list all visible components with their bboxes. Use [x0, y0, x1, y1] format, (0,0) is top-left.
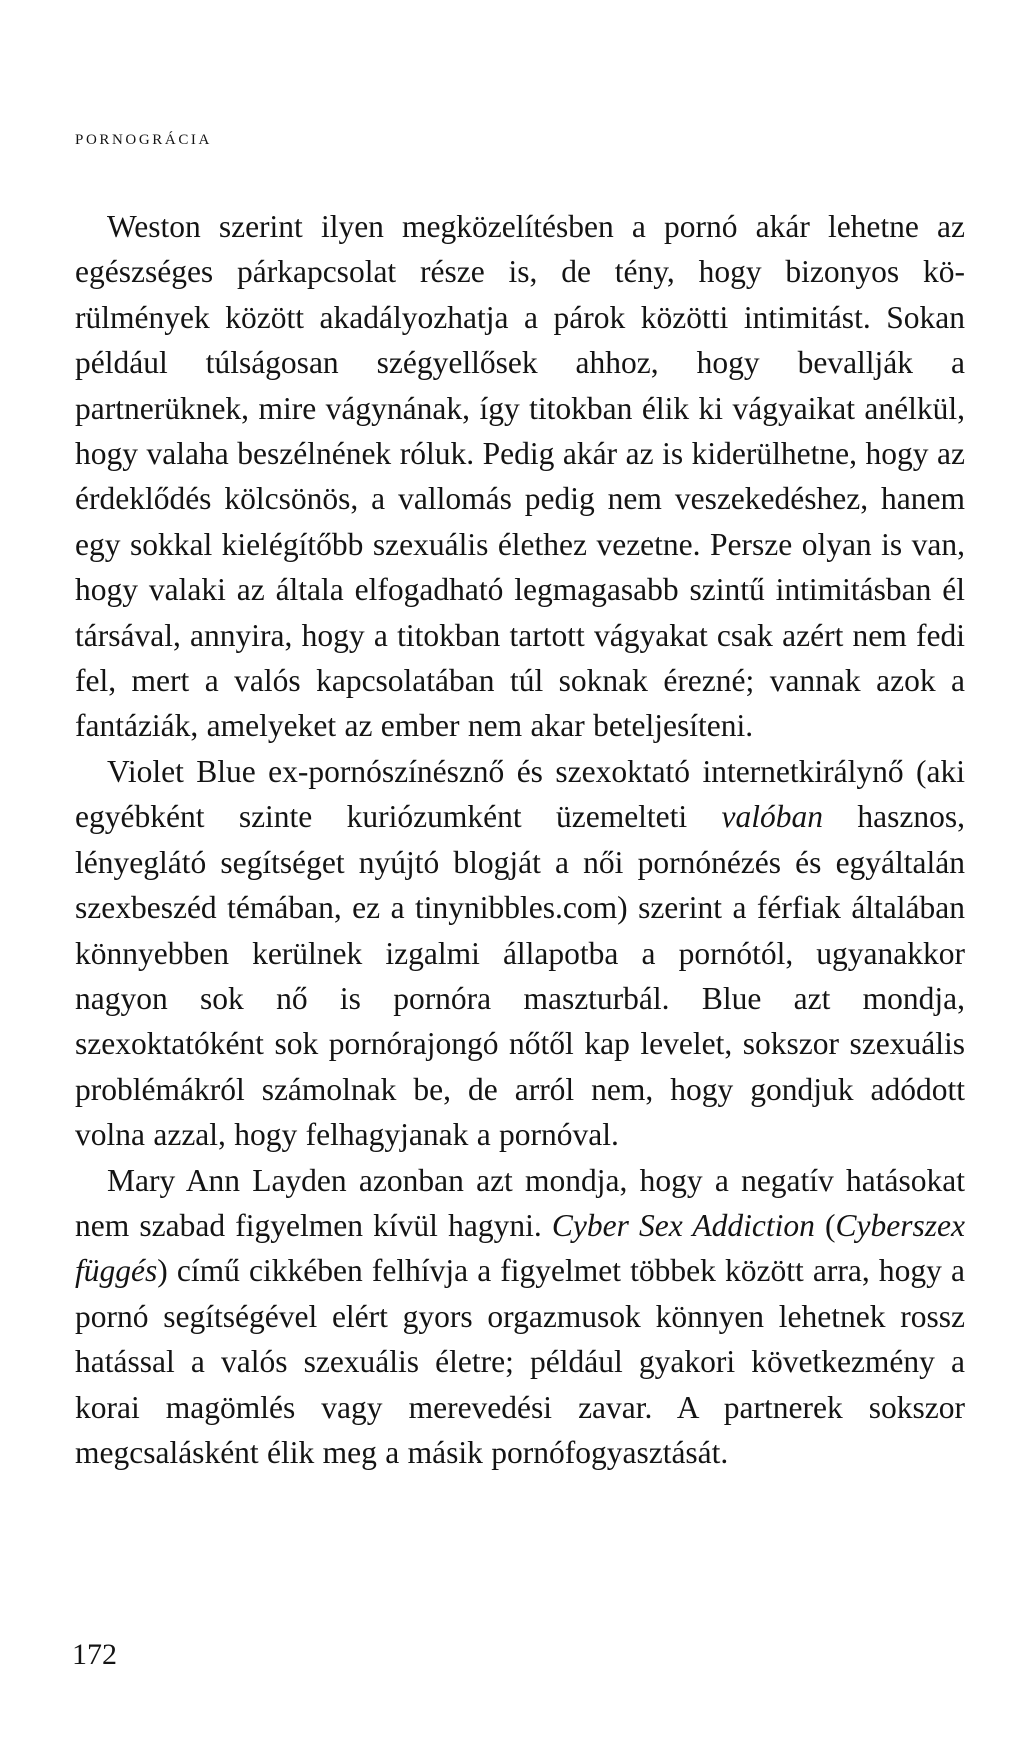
article-title-english: Cyber Sex Addiction — [551, 1207, 815, 1243]
text-segment: ( — [814, 1207, 836, 1243]
text-segment: Violet Blue ex-pornószínésznő és szexoktató internetkirálynő (aki egyébként szinte kuriózumként üzemelteti — [75, 753, 965, 835]
text-segment: Weston szerint ilyen megközelítésben a pornó akár lehetne az egészséges párkapcsolat része is, de tény, hogy bizonyos körülmények között akadályozhatja a párok közötti intimitást. Sokan például túlságosan szégyellősek ahhoz, hogy bevallják a partnerüknek, mire vágynának, így titokban élik ki vágyaikat anélkül, hogy valaha beszélnének róluk. Pedig akár az is kiderülhetne, hogy az érdeklődés kölcsönös, a vallomás pedig nem veszekedéshez, hanem egy sokkal kielégítőbb szexuális élethez vezetne. Persze olyan is van, hogy valaki az általa elfogadható legmagasabb szintű intimitásban él társával, annyira, hogy a titokban tartott vágyakat csak azért nem fedi fel, mert a valós kapcsolatában túl soknak érezné; vannak azok a fantáziák, amelyeket az ember nem akar beteljesíteni. — [75, 209, 965, 744]
paragraph — [75, 1158, 965, 1476]
article-title-hungarian: Cyberszex függés — [75, 1207, 965, 1289]
paragraph — [75, 749, 965, 1158]
text-segment: ) című cikkében felhívja a figyelmet többek között arra, hogy a pornó segítségével elért gyors orgazmusok könnyen lehetnek rossz hatással a valós szexuális életre; például gyakori következmény a korai magömlés vagy merevedési zavar. A partnerek sokszor megcsalásként élik meg a másik pornófogyasztását. — [75, 1253, 965, 1470]
text-segment: Mary Ann Layden azonban azt mondja, hogy a negatív hatásokat nem szabad figyelmen kívül hagyni. — [75, 1162, 965, 1243]
text-segment: hasznos, lényeglátó segítséget nyújtó blogját a női pornónézés és egyáltalán szexbeszéd témában, ez a tinynibbles.com) szerint a férfiak általában könnyebben kerülnek izgalmi állapotba a pornótól, ugyanakkor nagyon sok nő is pornóra maszturbál. Blue azt mondja, szexoktatóként sok pornórajongó nőtől kap levelet, sokszor szexuális problémákról számolnak be, de arról nem, hogy gondjuk adódott volna azzal, hogy felhagyjanak a pornóval. — [75, 799, 966, 1153]
emphasis-text: valóban — [721, 799, 824, 835]
page-number: 172 — [72, 1638, 117, 1671]
running-head: PORNOGRÁCIA — [75, 132, 212, 148]
body-text — [75, 204, 965, 1475]
paragraph — [75, 204, 965, 749]
